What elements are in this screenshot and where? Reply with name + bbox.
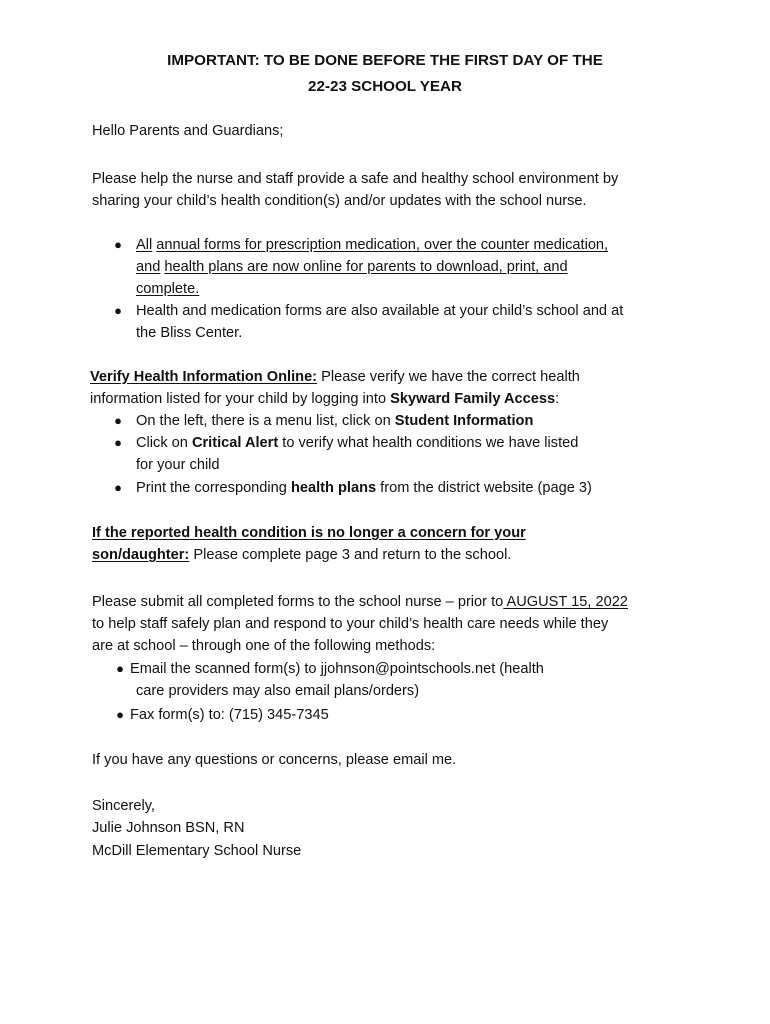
verify-step-3 — [136, 477, 592, 499]
critical-alert: Critical Alert — [191, 435, 279, 451]
signature-closing: Sincerely, — [92, 798, 155, 814]
concern-heading-line-2: son/daughter: — [92, 547, 190, 563]
submit-line-2: to help staff safely plan and respond to your child’s health care needs while they — [92, 616, 609, 632]
bullet-forms-line-3: complete. — [136, 281, 200, 297]
submit-text-1: Please submit all completed forms to the school nurse – prior to — [92, 594, 504, 610]
verify-step-2-text-c: to verify what health conditions we have listed — [278, 435, 579, 451]
questions-line: If you have any questions or concerns, please email me. — [92, 752, 457, 768]
health-plans: health plans — [290, 480, 377, 496]
verify-step-2-text-a: Click on — [136, 435, 192, 451]
bullet-forms-text-2: health plans are now online for parents to download, print, and — [164, 259, 568, 275]
signature-name: Julie Johnson BSN, RN — [92, 820, 245, 836]
verify-text-2a: information listed for your child by logging into — [90, 391, 391, 407]
bullet-availability-line-1: Health and medication forms are also available at your child’s school and at — [136, 303, 624, 319]
concern-heading-line-1: If the reported health condition is no longer a concern for your — [92, 525, 526, 541]
verify-step-2-line-2: for your child — [136, 457, 220, 473]
title-line-2: 22-23 SCHOOL YEAR — [308, 78, 462, 95]
bullet-availability-line-2: the Bliss Center. — [136, 325, 243, 341]
method-email-line-1: Email the scanned form(s) to jjohnson@pointschools.net (health — [130, 661, 544, 677]
verify-step-1 — [136, 410, 533, 432]
bullet-icon: ● — [116, 661, 124, 676]
bullet-icon: ● — [114, 480, 122, 495]
bullet-forms-all: All — [136, 237, 153, 253]
bullet-icon: ● — [114, 413, 122, 428]
verify-step-1-text: On the left, there is a menu list, click on — [136, 413, 395, 429]
verify-step-3-text-c: from the district website (page 3) — [376, 480, 592, 496]
intro-line-1: Please help the nurse and staff provide a safe and healthy school environment by — [92, 171, 619, 187]
title-line-1: IMPORTANT: TO BE DONE BEFORE THE FIRST DAY OF THE — [167, 52, 603, 69]
verify-step-2 — [136, 432, 578, 454]
method-fax: Fax form(s) to: (715) 345-7345 — [130, 707, 329, 723]
submit-line-3: are at school – through one of the following methods: — [92, 638, 436, 654]
student-information: Student Information — [394, 413, 534, 429]
bullet-icon: ● — [114, 435, 122, 450]
bullet-icon: ● — [114, 303, 122, 318]
verify-line-2 — [90, 388, 559, 410]
greeting: Hello Parents and Guardians; — [92, 123, 284, 139]
intro-line-2: sharing your child’s health condition(s) and/or updates with the school nurse. — [92, 193, 587, 209]
verify-line-1 — [90, 366, 580, 388]
verify-heading: Verify Health Information Online: — [90, 369, 318, 385]
bullet-forms-text-1: annual forms for prescription medication, over the counter medication, — [156, 237, 609, 253]
verify-step-3-text-a: Print the corresponding — [136, 480, 291, 496]
submit-line-1 — [92, 591, 628, 613]
bullet-icon: ● — [114, 237, 122, 252]
skyward-family-access: Skyward Family Access — [390, 391, 556, 407]
bullet-forms-and: and — [136, 259, 161, 275]
submit-deadline: AUGUST 15, 2022 — [503, 594, 628, 610]
concern-line-2 — [92, 544, 511, 566]
bullet-icon: ● — [116, 707, 124, 722]
bullet-forms-line-2 — [136, 256, 568, 278]
verify-text-1: Please verify we have the correct health — [317, 369, 580, 385]
method-email-line-2: care providers may also email plans/orders) — [136, 683, 420, 699]
verify-text-2b: : — [555, 391, 560, 407]
signature-role: McDill Elementary School Nurse — [92, 843, 302, 859]
concern-text: Please complete page 3 and return to the school. — [189, 547, 512, 563]
bullet-forms-line-1 — [136, 234, 608, 256]
